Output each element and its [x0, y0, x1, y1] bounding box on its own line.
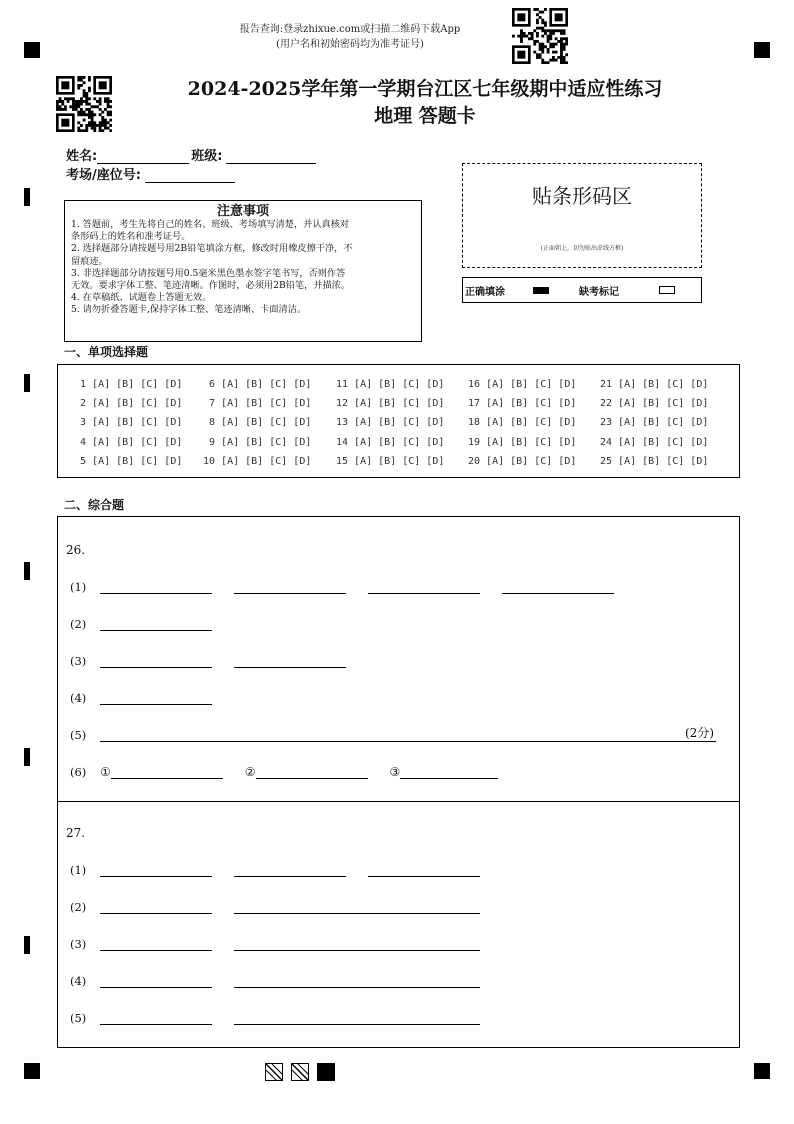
sub-question-label: (1)	[70, 580, 87, 594]
sub-question-row	[70, 861, 480, 877]
answer-blank[interactable]	[100, 580, 212, 594]
side-marker	[24, 936, 30, 954]
choice-item[interactable]: 8 [A] [B] [C] [D]	[203, 417, 312, 429]
choice-column	[600, 375, 708, 471]
question-number: 27.	[66, 826, 86, 840]
answer-blank[interactable]	[100, 863, 212, 877]
seat-row	[66, 164, 235, 183]
choice-item[interactable]: 3 [A] [B] [C] [D]	[74, 417, 183, 429]
choice-item[interactable]: 19 [A] [B] [C] [D]	[468, 436, 577, 448]
seat-label: 考场/座位号:	[66, 168, 141, 183]
answer-blank[interactable]	[100, 691, 212, 705]
answer-blank[interactable]	[234, 580, 346, 594]
question-27-box	[57, 801, 740, 1048]
qr-code-student	[56, 76, 112, 132]
question-26-box	[57, 516, 740, 802]
choice-item[interactable]: 23 [A] [B] [C] [D]	[600, 417, 709, 429]
sub-question-row	[70, 935, 480, 951]
choice-item[interactable]: 12 [A] [B] [C] [D]	[336, 398, 445, 410]
corner-marker-top-right	[754, 42, 770, 58]
sub-question-label: (4)	[70, 691, 87, 705]
notice-title: 注意事项	[216, 204, 269, 219]
seat-field[interactable]	[145, 169, 235, 183]
answer-blank[interactable]	[234, 974, 480, 988]
sub-question-row	[70, 652, 346, 668]
name-field[interactable]	[97, 150, 189, 164]
notice-line: 留痕迹。	[71, 255, 108, 267]
sub-question-row	[70, 615, 212, 631]
sub-question-row	[70, 689, 212, 705]
page-title: 2024-2025学年第一学期台江区七年级期中适应性练习	[187, 78, 663, 100]
side-marker	[24, 374, 30, 392]
sub-question-label: (4)	[70, 974, 87, 988]
choice-item[interactable]: 11 [A] [B] [C] [D]	[336, 379, 445, 390]
correct-fill-label: 正确填涂	[465, 286, 505, 298]
choice-item[interactable]: 6 [A] [B] [C] [D]	[203, 379, 312, 390]
answer-blank[interactable]	[234, 863, 346, 877]
report-query-hint: (用户名和初始密码均为准考证号)	[276, 39, 424, 50]
answer-blank[interactable]	[100, 617, 212, 631]
choice-item[interactable]: 1 [A] [B] [C] [D]	[74, 379, 183, 390]
bottom-page-marks	[265, 1063, 335, 1081]
side-marker	[24, 748, 30, 766]
choice-item[interactable]: 2 [A] [B] [C] [D]	[74, 398, 183, 410]
notice-line: 无效。要求字体工整、笔迹清晰。作图时，必须用2B铅笔，并描浓。	[71, 280, 351, 292]
notice-line: 3. 非选择题部分请按题号用0.5毫米黑色墨水签字笔书写，否则作答	[71, 267, 346, 279]
answer-blank[interactable]	[234, 937, 480, 951]
answer-blank[interactable]	[234, 654, 346, 668]
fill-legend	[462, 277, 702, 303]
notice-line: 条形码上的姓名和准考证号。	[71, 231, 191, 243]
corner-marker-top-left	[24, 42, 40, 58]
choice-column	[336, 375, 444, 471]
correct-fill-sample	[533, 287, 549, 294]
choice-item[interactable]: 10 [A] [B] [C] [D]	[203, 455, 312, 467]
circle-number: ②	[244, 765, 256, 779]
choice-item[interactable]: 18 [A] [B] [C] [D]	[468, 417, 577, 429]
sub-question-row	[70, 972, 480, 988]
sub-question-label: (2)	[70, 900, 87, 914]
choice-item[interactable]: 9 [A] [B] [C] [D]	[203, 436, 312, 448]
notice-line: 4. 在草稿纸、试题卷上答题无效。	[71, 292, 212, 304]
choice-item[interactable]: 5 [A] [B] [C] [D]	[74, 455, 183, 467]
notice-line: 1. 答题前，考生先将自己的姓名、班级、考场填写清楚，并认真核对	[71, 219, 350, 230]
sub-question-label: (2)	[70, 617, 87, 631]
answer-blank[interactable]	[400, 765, 498, 779]
sub-question-label: (3)	[70, 937, 87, 951]
answer-blank[interactable]	[111, 765, 223, 779]
choice-column	[468, 375, 576, 471]
choice-item[interactable]: 4 [A] [B] [C] [D]	[74, 436, 183, 448]
notice-box	[64, 200, 422, 342]
choice-item[interactable]: 15 [A] [B] [C] [D]	[336, 455, 445, 467]
multiple-choice-grid	[57, 364, 740, 478]
corner-marker-bottom-left	[24, 1063, 40, 1079]
choice-item[interactable]: 14 [A] [B] [C] [D]	[336, 436, 445, 448]
barcode-area	[462, 163, 702, 268]
choice-column	[203, 375, 311, 471]
class-field[interactable]	[226, 150, 316, 164]
answer-blank[interactable]	[234, 1011, 480, 1025]
sub-question-row	[70, 726, 716, 742]
report-query-notice	[200, 22, 500, 52]
answer-blank[interactable]	[502, 580, 614, 594]
answer-blank[interactable]	[368, 863, 480, 877]
hatched-mark	[265, 1063, 283, 1081]
choice-item[interactable]: 21 [A] [B] [C] [D]	[600, 379, 709, 390]
answer-blank[interactable]	[100, 1011, 212, 1025]
sub-question-row	[70, 898, 480, 914]
answer-blank[interactable]	[234, 900, 480, 914]
barcode-area-note: (正面朝上，切勿贴出虚线方框)	[540, 245, 624, 252]
notice-line: 5. 请勿折叠答题卡,保持字体工整、笔迹清晰、卡面清洁。	[71, 304, 307, 316]
answer-blank[interactable]	[368, 580, 480, 594]
answer-blank[interactable]	[256, 765, 368, 779]
qr-code-download-app	[512, 8, 568, 64]
solid-mark	[317, 1063, 335, 1081]
name-class-row	[66, 145, 316, 164]
page-subtitle: 地理 答题卡	[374, 105, 476, 127]
side-marker	[24, 562, 30, 580]
choice-item[interactable]: 13 [A] [B] [C] [D]	[336, 417, 445, 429]
class-label: 班级:	[191, 149, 223, 164]
answer-blank[interactable]	[100, 937, 212, 951]
absent-mark-box[interactable]	[659, 286, 675, 294]
report-query-line: 报告查询:登录zhixue.com或扫描二维码下载App	[239, 24, 461, 35]
hatched-mark	[291, 1063, 309, 1081]
circle-number: ③	[389, 765, 401, 779]
choice-column	[74, 375, 182, 471]
choice-item[interactable]: 7 [A] [B] [C] [D]	[203, 398, 312, 410]
answer-blank[interactable]	[100, 974, 212, 988]
choice-item[interactable]: 17 [A] [B] [C] [D]	[468, 398, 577, 410]
section-heading-choice: 一、单项选择题	[64, 345, 149, 359]
score-label: (2分)	[685, 726, 714, 740]
answer-blank-long[interactable]	[100, 728, 716, 742]
choice-item[interactable]: 24 [A] [B] [C] [D]	[600, 436, 709, 448]
sub-question-label: (5)	[70, 1011, 87, 1025]
notice-line: 2. 选择题部分请按题号用2B铅笔填涂方框，修改时用橡皮擦干净，不	[71, 243, 353, 255]
choice-item[interactable]: 25 [A] [B] [C] [D]	[600, 455, 709, 467]
side-marker	[24, 188, 30, 206]
answer-blank[interactable]	[100, 900, 212, 914]
sub-question-label: (3)	[70, 654, 87, 668]
sub-question-label: (5)	[70, 728, 87, 742]
sub-question-label: (1)	[70, 863, 87, 877]
sub-question-row	[70, 763, 498, 779]
section-heading-comprehensive: 二、综合题	[64, 498, 125, 512]
name-label: 姓名:	[66, 149, 98, 164]
choice-item[interactable]: 20 [A] [B] [C] [D]	[468, 455, 577, 467]
choice-item[interactable]: 16 [A] [B] [C] [D]	[468, 379, 577, 390]
corner-marker-bottom-right	[754, 1063, 770, 1079]
circle-number: ①	[100, 765, 111, 779]
absent-mark-label: 缺考标记	[579, 286, 619, 298]
barcode-area-title: 贴条形码区	[532, 184, 632, 208]
sub-question-row	[70, 578, 614, 594]
sub-question-label: (6)	[70, 765, 87, 779]
sub-question-row	[70, 1009, 480, 1025]
answer-blank[interactable]	[100, 654, 212, 668]
question-number: 26.	[66, 543, 86, 557]
choice-item[interactable]: 22 [A] [B] [C] [D]	[600, 398, 709, 410]
